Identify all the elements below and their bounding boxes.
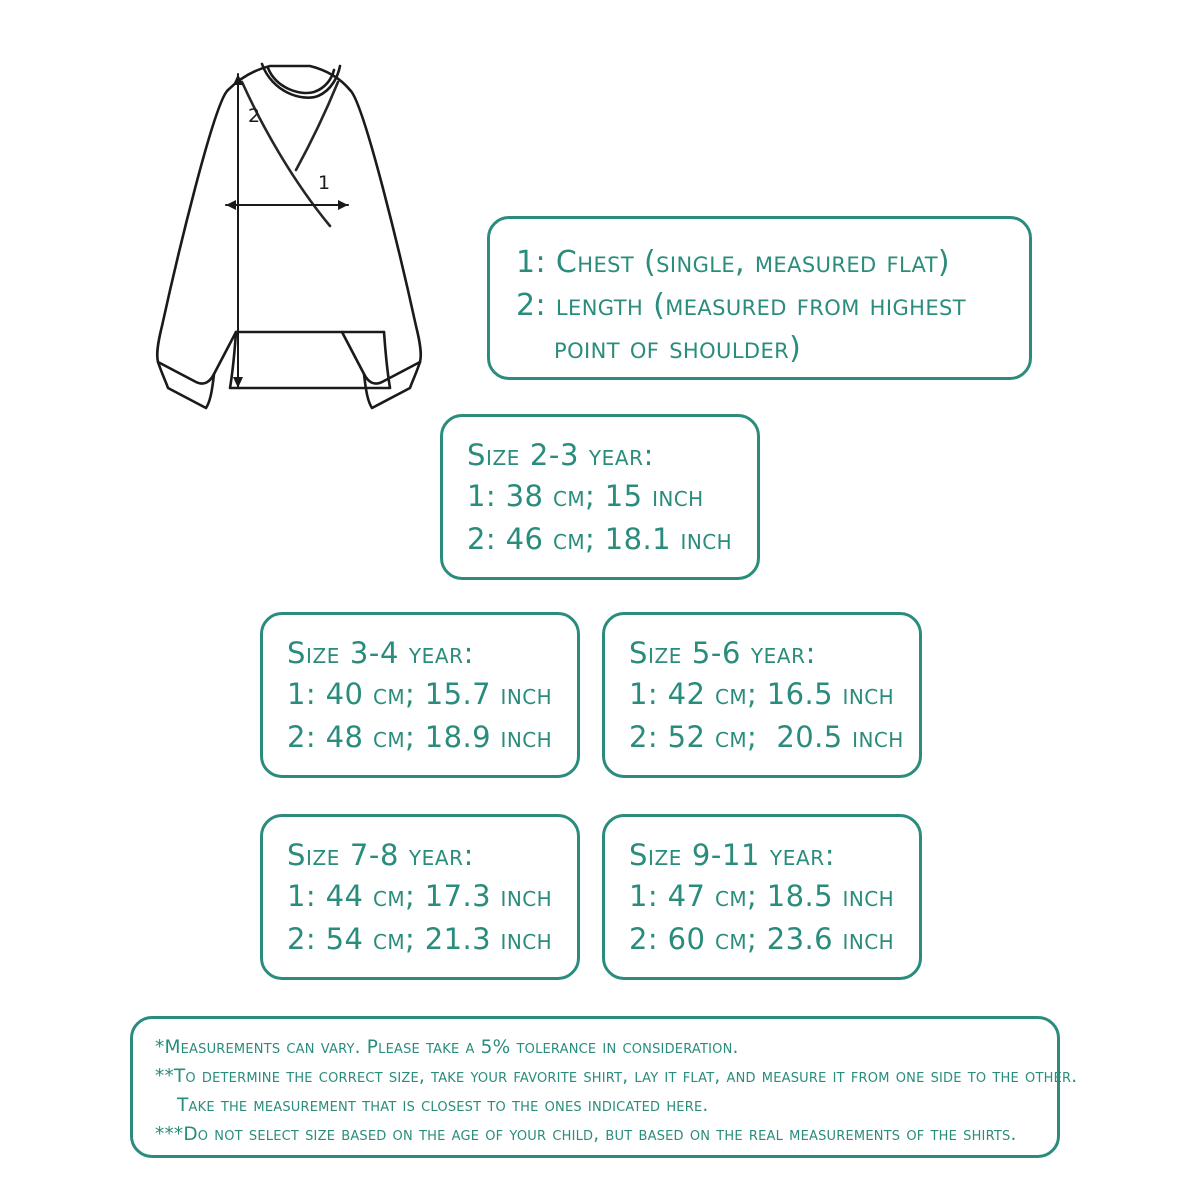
dimension-label-1: 1 bbox=[318, 172, 331, 194]
size-box-3-4-year bbox=[260, 612, 580, 778]
notes-box bbox=[130, 1016, 1078, 1158]
size-length: 2: 46 cm; 18.1 inch bbox=[467, 522, 733, 556]
note-line-3: Take the measurement that is closest to the ones indicated here. bbox=[177, 1095, 709, 1116]
hem-band bbox=[230, 332, 390, 388]
size-title: Size 9-11 year: bbox=[629, 838, 836, 872]
legend-line-2: 2: length (measured from highest bbox=[516, 288, 966, 323]
right-cuff bbox=[364, 362, 420, 408]
size-box-7-8-year bbox=[260, 814, 580, 980]
size-title: Size 7-8 year: bbox=[287, 838, 475, 872]
note-line-4: ***Do not select size based on the age of your child, but based on the real measurements of the shirts. bbox=[155, 1124, 1017, 1145]
size-box-5-6-year bbox=[602, 612, 922, 778]
note-line-1: *Measurements can vary. Please take a 5% tolerance in consideration. bbox=[155, 1037, 739, 1058]
size-length: 2: 60 cm; 23.6 inch bbox=[629, 922, 895, 956]
legend-line-1: 1: Chest (single, measured flat) bbox=[516, 245, 951, 280]
dimension-label-2: 2 bbox=[248, 105, 261, 127]
size-chest: 1: 40 cm; 15.7 inch bbox=[287, 677, 553, 711]
chest-arrow bbox=[226, 200, 348, 210]
size-title: Size 2-3 year: bbox=[467, 438, 655, 472]
legend-box bbox=[487, 216, 1032, 380]
left-cuff bbox=[158, 362, 214, 408]
size-length: 2: 54 cm; 21.3 inch bbox=[287, 922, 553, 956]
shirt-illustration bbox=[110, 30, 470, 410]
legend-line-3: point of shoulder) bbox=[554, 331, 802, 366]
size-chest: 1: 44 cm; 17.3 inch bbox=[287, 879, 553, 913]
size-length: 2: 52 cm; 20.5 inch bbox=[629, 720, 904, 754]
left-sleeve-outline bbox=[157, 90, 236, 384]
size-box-9-11-year bbox=[602, 814, 922, 980]
shirt-outline-svg bbox=[110, 30, 470, 410]
size-chest: 1: 42 cm; 16.5 inch bbox=[629, 677, 895, 711]
size-length: 2: 48 cm; 18.9 inch bbox=[287, 720, 553, 754]
size-box-2-3-year bbox=[440, 414, 760, 580]
size-title: Size 3-4 year: bbox=[287, 636, 475, 670]
right-sleeve-outline bbox=[342, 90, 421, 384]
size-title: Size 5-6 year: bbox=[629, 636, 817, 670]
size-chest: 1: 47 cm; 18.5 inch bbox=[629, 879, 895, 913]
note-line-2: **To determine the correct size, take your favorite shirt, lay it flat, and measure it from one side to the other. bbox=[155, 1066, 1078, 1087]
size-chest: 1: 38 cm; 15 inch bbox=[467, 479, 704, 513]
